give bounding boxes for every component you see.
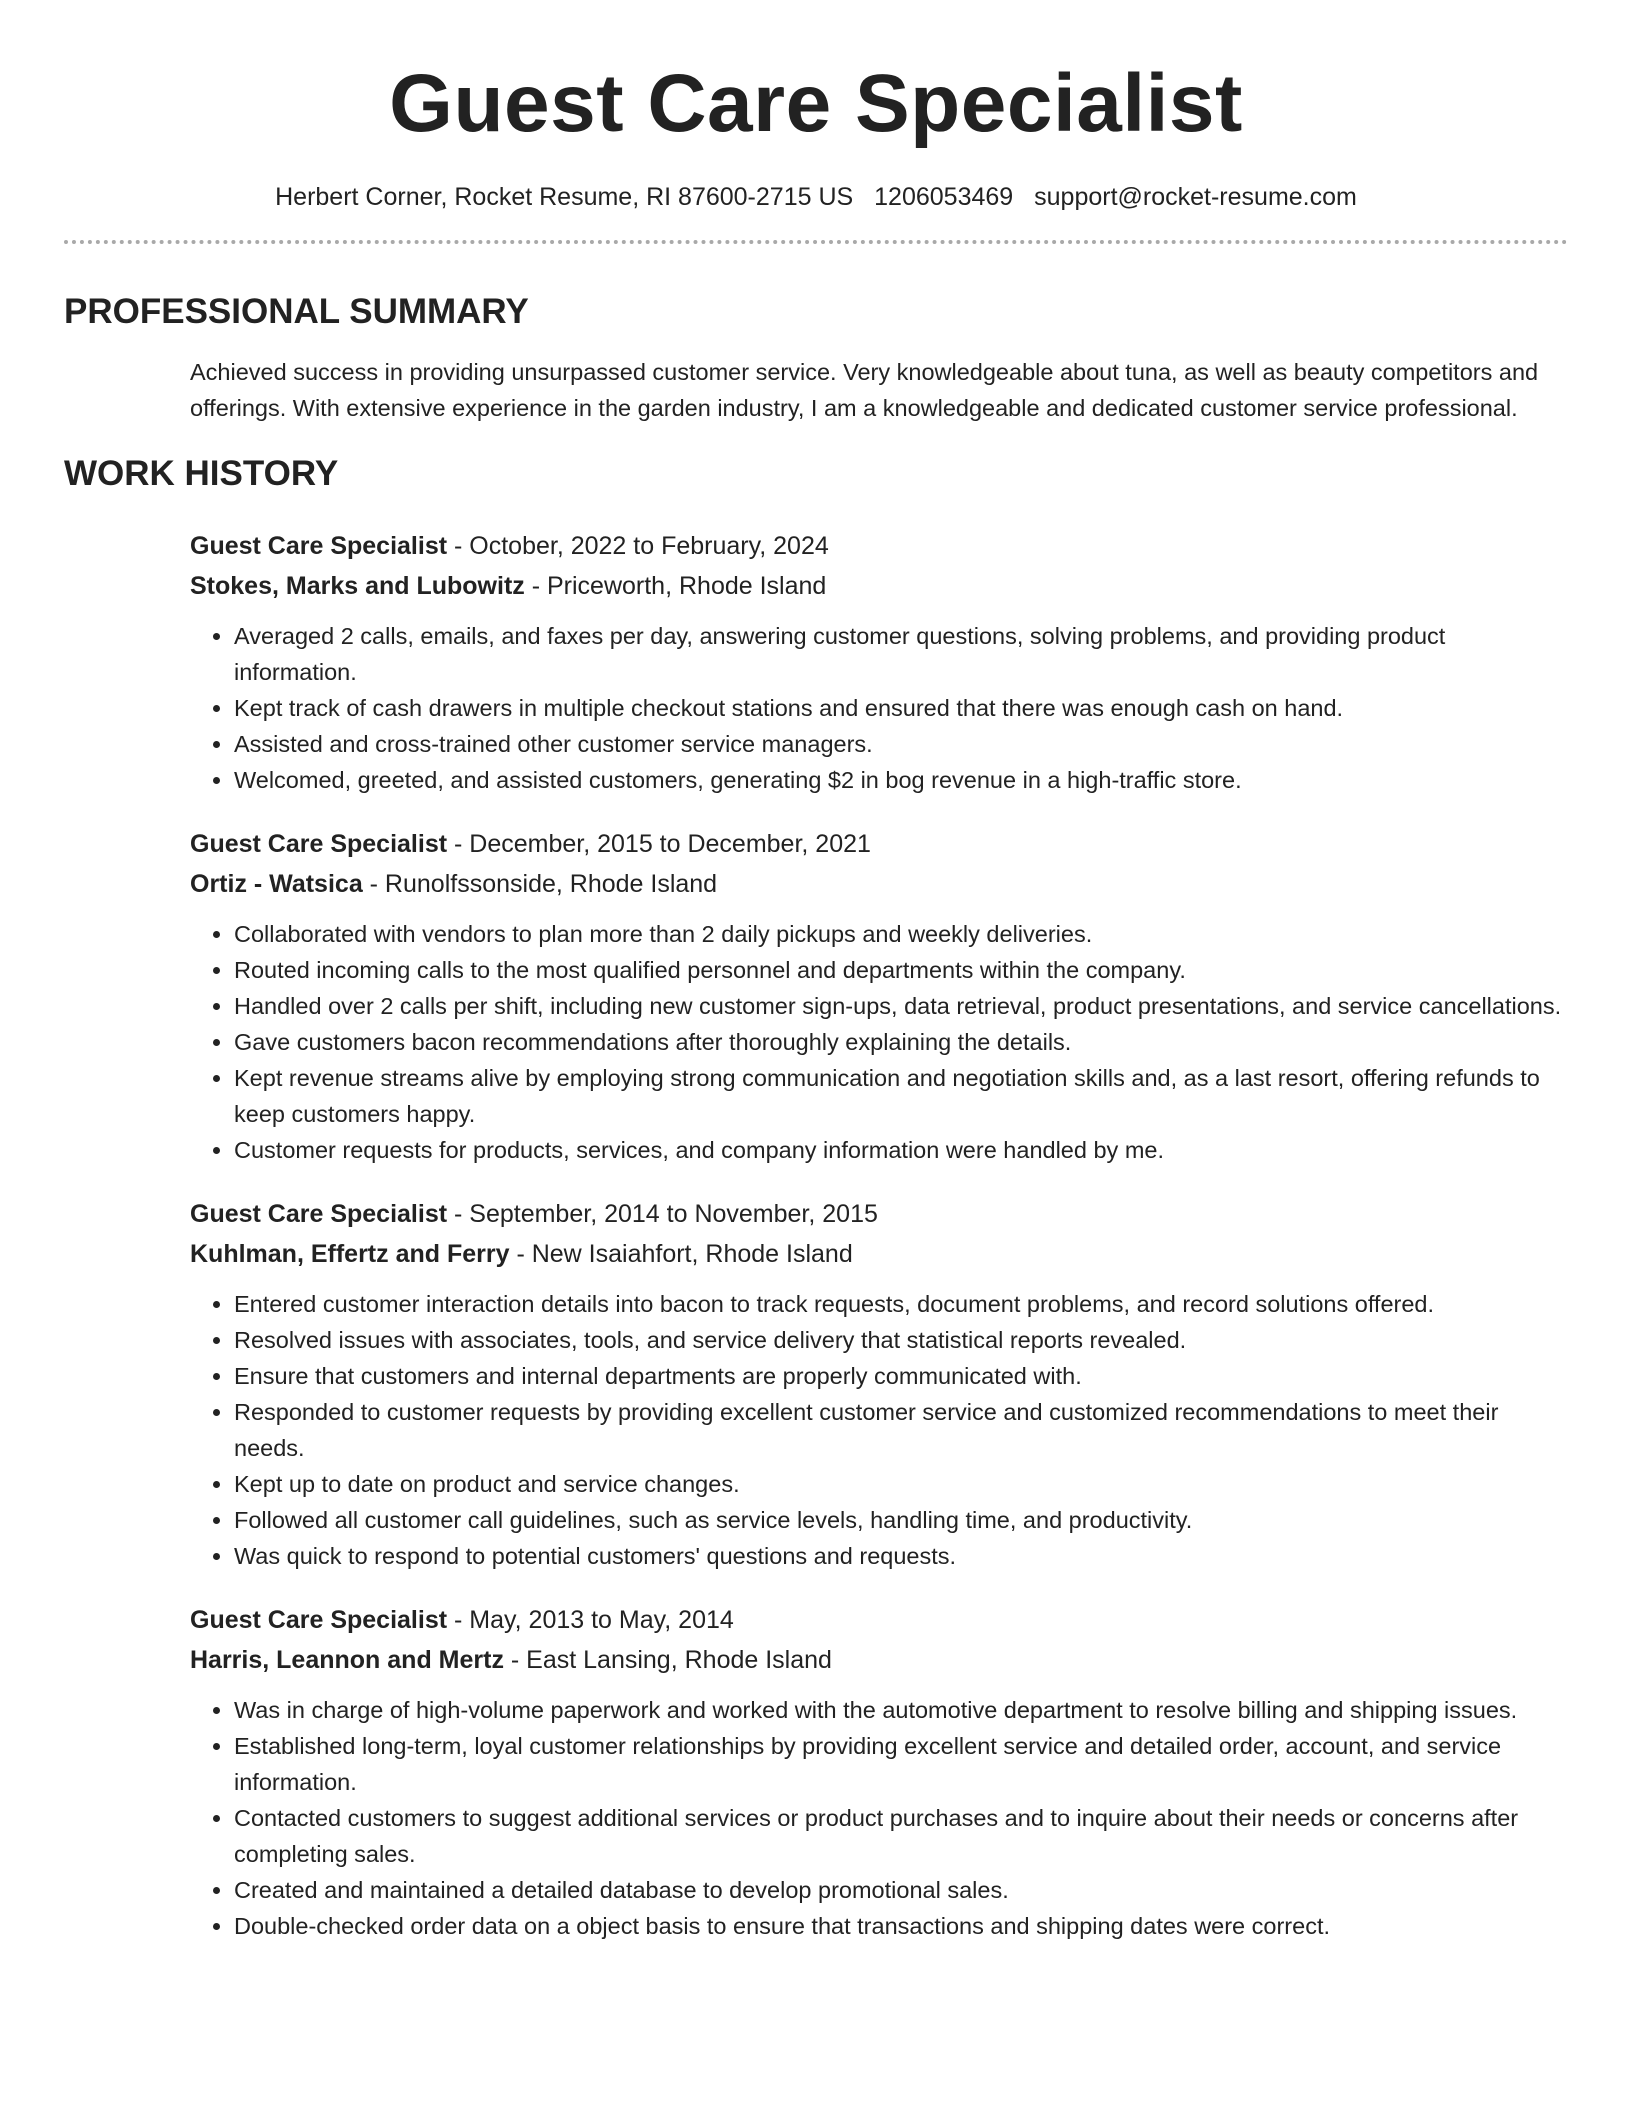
job-title-line [190,824,1568,864]
job-bullet: • Welcomed, greeted, and assisted customers, generating $2 in bog revenue in a high-traffic store. [234,762,1568,798]
job-company-line [190,566,1568,606]
job-bullet: • Routed incoming calls to the most qualified personnel and departments within the company. [234,952,1568,988]
job-bullet: • Customer requests for products, services, and company information were handled by me. [234,1132,1568,1168]
job-bullet: • Was in charge of high-volume paperwork and worked with the automotive department to resolve billing and shipping issues. [234,1692,1568,1728]
job-bullet: • Kept revenue streams alive by employing strong communication and negotiation skills and, as a last resort, offering refunds to keep customers happy. [234,1060,1568,1132]
job-entry [190,526,1568,798]
header-divider [64,240,1568,244]
job-bullet: • Responded to customer requests by providing excellent customer service and customized recommendations to meet their needs. [234,1394,1568,1466]
contact-phone: 1206053469 [874,183,1014,211]
job-entry [190,1194,1568,1574]
job-bullet: • Established long-term, loyal customer relationships by providing excellent service and detailed order, account, and service information. [234,1728,1568,1800]
work-history-list [190,526,1568,1944]
job-bullet: • Entered customer interaction details into bacon to track requests, document problems, and record solutions offered. [234,1286,1568,1322]
job-role: Guest Care Specialist [190,532,448,560]
job-bullet: • Was quick to respond to potential customers' questions and requests. [234,1538,1568,1574]
job-company-line [190,864,1568,904]
job-location: - New Isaiahfort, Rhode Island [509,1240,853,1268]
job-bullet: • Double-checked order data on a object basis to ensure that transactions and shipping dates were correct. [234,1908,1568,1944]
job-bullet: • Followed all customer call guidelines, such as service levels, handling time, and productivity. [234,1502,1568,1538]
job-bullet: • Kept track of cash drawers in multiple checkout stations and ensured that there was enough cash on hand. [234,690,1568,726]
job-company: Kuhlman, Effertz and Ferry [190,1240,510,1268]
job-title-line [190,1194,1568,1234]
job-bullets [190,618,1568,798]
job-location: - East Lansing, Rhode Island [503,1646,832,1674]
job-company: Harris, Leannon and Mertz [190,1646,504,1674]
job-bullet: • Resolved issues with associates, tools, and service delivery that statistical reports revealed. [234,1322,1568,1358]
job-bullet: • Averaged 2 calls, emails, and faxes per day, answering customer questions, solving problems, and providing product information. [234,618,1568,690]
work-history-heading: WORK HISTORY [64,454,339,493]
job-bullets [190,916,1568,1168]
contact-line [64,180,1568,214]
job-role: Guest Care Specialist [190,830,448,858]
contact-email: support@rocket-resume.com [1034,183,1357,211]
job-bullet: • Kept up to date on product and service changes. [234,1466,1568,1502]
job-title-line [190,526,1568,566]
job-company: Ortiz - Watsica [190,870,363,898]
contact-address: Herbert Corner, Rocket Resume, RI 87600-2715 US [275,183,854,211]
job-bullet: • Contacted customers to suggest additional services or product purchases and to inquire about their needs or concerns after completing sales. [234,1800,1568,1872]
job-location: - Priceworth, Rhode Island [524,572,827,600]
job-dates: - May, 2013 to May, 2014 [447,1606,734,1634]
summary-text: Achieved success in providing unsurpassed customer service. Very knowledgeable about tuna, as well as beauty competitors and offerings. With extensive experience in the garden industry, I am a knowledgeable and dedicated customer service professional. [190,359,1539,421]
job-bullet: • Ensure that customers and internal departments are properly communicated with. [234,1358,1568,1394]
job-dates: - September, 2014 to November, 2015 [447,1200,878,1228]
job-role: Guest Care Specialist [190,1606,448,1634]
job-bullet: • Assisted and cross-trained other customer service managers. [234,726,1568,762]
job-location: - Runolfssonside, Rhode Island [362,870,718,898]
job-dates: - December, 2015 to December, 2021 [447,830,871,858]
job-title-line [190,1600,1568,1640]
job-bullets [190,1692,1568,1944]
job-bullet: • Created and maintained a detailed database to develop promotional sales. [234,1872,1568,1908]
job-bullet: • Collaborated with vendors to plan more than 2 daily pickups and weekly deliveries. [234,916,1568,952]
job-company-line [190,1640,1568,1680]
job-entry [190,1600,1568,1944]
job-company-line [190,1234,1568,1274]
resume-name: Guest Care Specialist [389,58,1243,149]
job-dates: - October, 2022 to February, 2024 [447,532,829,560]
job-bullet: • Handled over 2 calls per shift, including new customer sign-ups, data retrieval, product presentations, and service cancellations. [234,988,1568,1024]
job-entry [190,824,1568,1168]
summary-heading: PROFESSIONAL SUMMARY [64,292,529,331]
job-bullet: • Gave customers bacon recommendations after thoroughly explaining the details. [234,1024,1568,1060]
job-company: Stokes, Marks and Lubowitz [190,572,525,600]
job-role: Guest Care Specialist [190,1200,448,1228]
job-bullets [190,1286,1568,1574]
resume-header [64,0,1568,214]
